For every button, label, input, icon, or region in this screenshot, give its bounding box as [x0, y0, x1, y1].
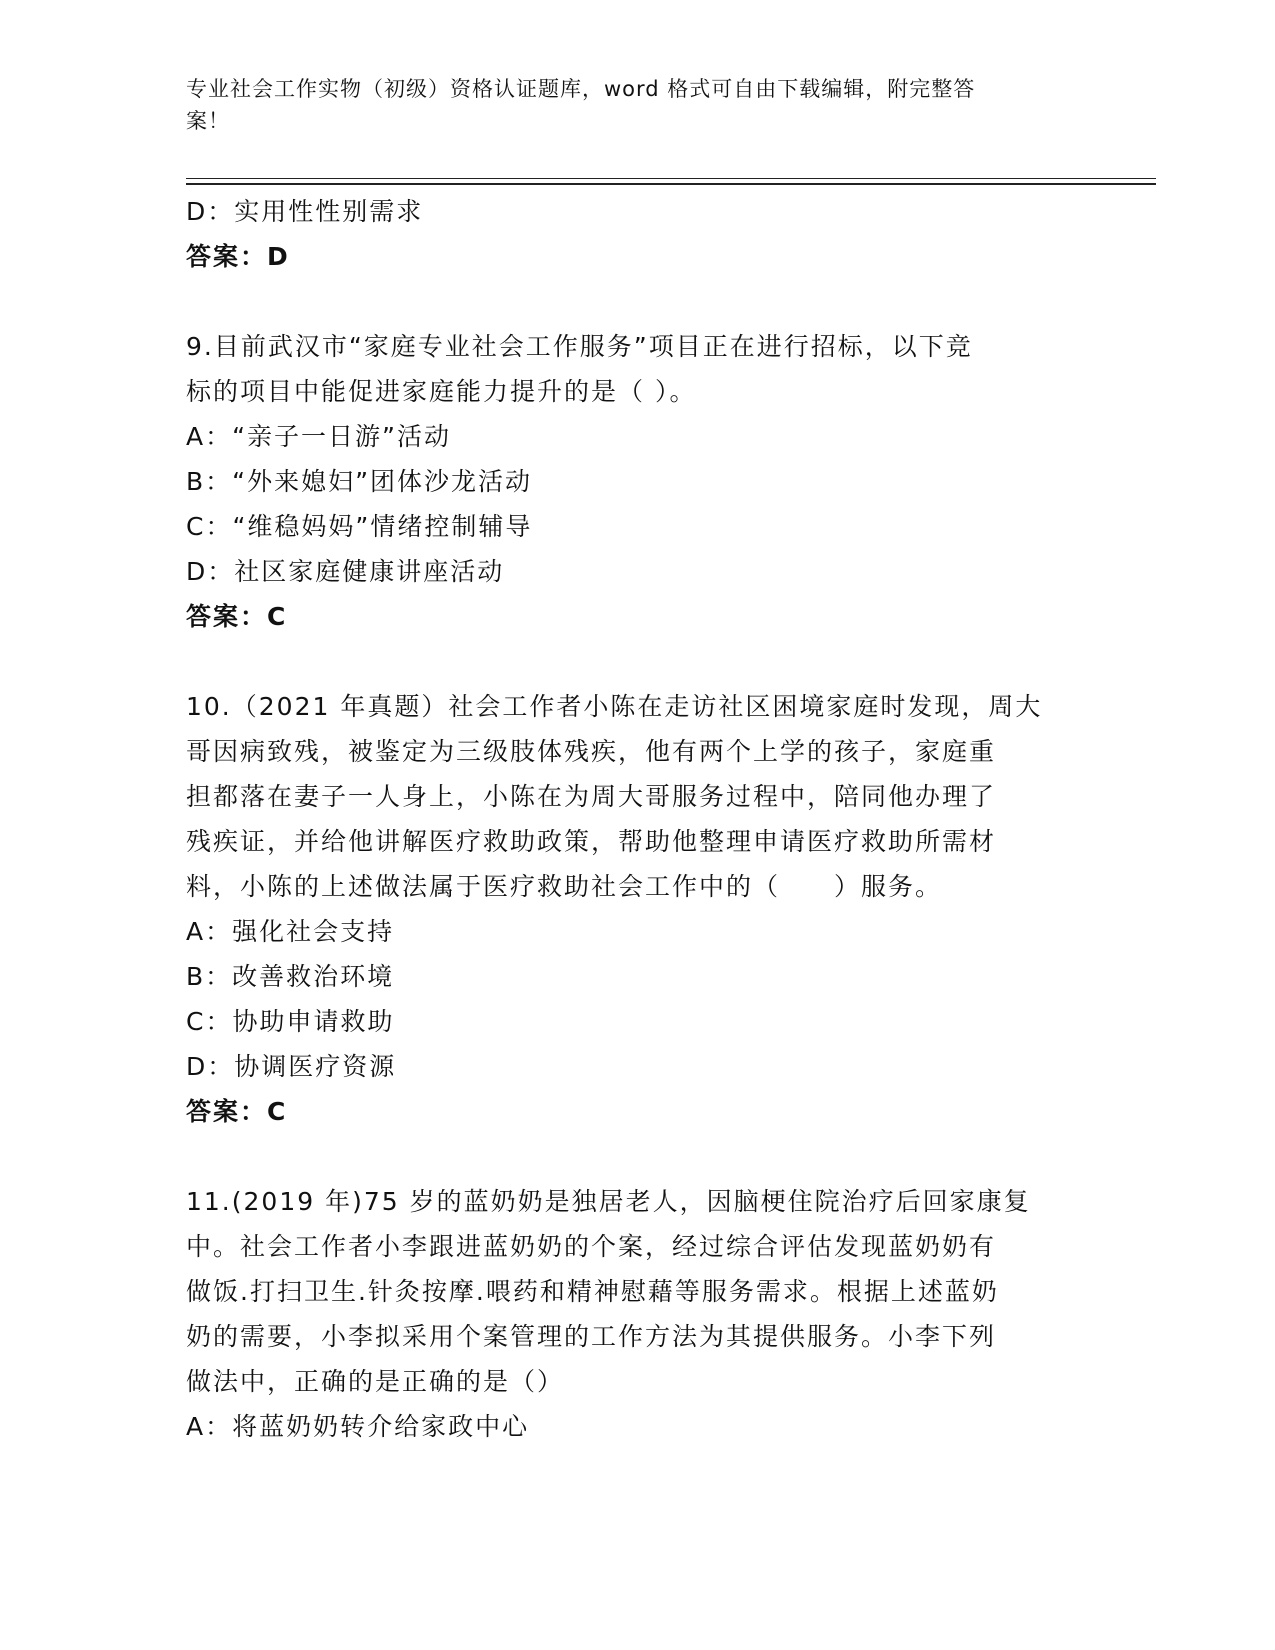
- answer: 答案：C: [186, 602, 288, 631]
- question-line: 11.(2019 年)75 岁的蓝奶奶是独居老人，因脑梗住院治疗后回家康复: [186, 1187, 1031, 1216]
- header-text-line-2: 案！: [186, 109, 230, 133]
- question-line: 哥因病致残，被鉴定为三级肢体残疾，他有两个上学的孩子，家庭重: [186, 737, 997, 766]
- spacer: [186, 279, 1086, 324]
- header-divider-thick: [186, 183, 1156, 185]
- question-line: 9.目前武汉市“家庭专业社会工作服务”项目正在进行招标，以下竞: [186, 332, 973, 361]
- question-text: [186, 324, 1086, 414]
- question-line: 做法中，正确的是正确的是（）: [186, 1367, 565, 1396]
- option-c: C：协助申请救助: [186, 1007, 395, 1036]
- spacer: [186, 1134, 1086, 1179]
- spacer: [186, 639, 1086, 684]
- question-line: 担都落在妻子一人身上，小陈在为周大哥服务过程中，陪同他办理了: [186, 782, 997, 811]
- question-line: 残疾证，并给他讲解医疗救助政策，帮助他整理申请医疗救助所需材: [186, 827, 997, 856]
- option-a: A：将蓝奶奶转介给家政中心: [186, 1412, 530, 1441]
- option-a: A：强化社会支持: [186, 917, 395, 946]
- question-line: 标的项目中能促进家庭能力提升的是（ ）。: [186, 377, 697, 406]
- header-text-line-1: 专业社会工作实物（初级）资格认证题库，word 格式可自由下载编辑，附完整答: [186, 77, 976, 101]
- question-line: 料，小陈的上述做法属于医疗救助社会工作中的（ ）服务。: [186, 872, 943, 901]
- answer: 答案：C: [186, 1097, 288, 1126]
- answer: 答案：D: [186, 242, 290, 271]
- option-a: A：“亲子一日游”活动: [186, 422, 452, 451]
- question-10: [186, 684, 1086, 1134]
- question-text: [186, 1179, 1086, 1404]
- question-line: 中。社会工作者小李跟进蓝奶奶的个案，经过综合评估发现蓝奶奶有: [186, 1232, 997, 1261]
- question-content: [186, 189, 1086, 1449]
- question-line: 奶的需要，小李拟采用个案管理的工作方法为其提供服务。小李下列: [186, 1322, 997, 1351]
- question-text: [186, 684, 1086, 909]
- option-d: D：实用性性别需求: [186, 197, 424, 226]
- option-c: C：“维稳妈妈”情绪控制辅导: [186, 512, 533, 541]
- option-b: B：“外来媳妇”团体沙龙活动: [186, 467, 533, 496]
- header-divider-thin: [186, 178, 1156, 179]
- option-b: B：改善救治环境: [186, 962, 395, 991]
- option-d: D：协调医疗资源: [186, 1052, 397, 1081]
- page-header: [186, 73, 1066, 137]
- option-d: D：社区家庭健康讲座活动: [186, 557, 505, 586]
- question-line: 10.（2021 年真题）社会工作者小陈在走访社区困境家庭时发现，周大: [186, 692, 1043, 721]
- question-11: [186, 1179, 1086, 1449]
- question-line: 做饭.打扫卫生.针灸按摩.喂药和精神慰藉等服务需求。根据上述蓝奶: [186, 1277, 999, 1306]
- question-9: [186, 324, 1086, 639]
- previous-question-tail: [186, 189, 1086, 279]
